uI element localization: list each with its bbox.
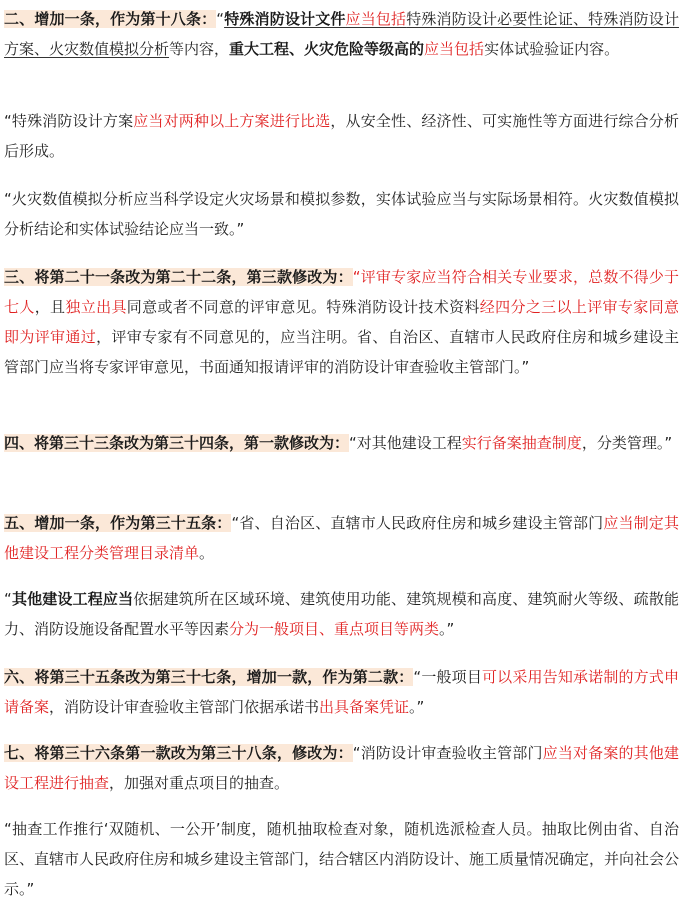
body-text: 依据建筑所在区域环境、建筑使用功能、建筑规模和高度、建筑耐火等级、疏散能力、消防设施设备配置水平等因素	[4, 590, 679, 638]
red-highlight-text: 应当对备案的其他建设工程进行抽查	[4, 744, 679, 792]
paragraph-simulation	[4, 184, 679, 244]
body-text: “抽查工作推行‘双随机、一公开’制度，随机抽取检查对象，随机选派检查人员。抽取比例由省、自治区、直辖市人民政府住房和城乡建设主管部门，结合辖区内消防设计、施工质量情况确定，并向社会公示。”	[4, 820, 680, 898]
paragraph-article-18	[4, 4, 679, 64]
bold-text: 其他建设工程应当	[11, 590, 134, 608]
body-text: “消防设计审查验收主管部门	[352, 744, 543, 762]
quote-open: “	[4, 590, 12, 608]
red-highlight-text: 应当对两种以上方案进行比选	[133, 112, 331, 130]
underlined-text: 特殊消防设计必要性论证、特殊消防设计方案、火灾数值模拟分析	[4, 10, 679, 58]
red-highlight-text: 实行备案抽查制度	[461, 434, 582, 452]
body-text: 实体试验验证内容。	[484, 40, 620, 58]
body-text: ，从安全性、经济性、可实施性等方面进行综合分析后形成。	[4, 112, 679, 160]
paragraph-random-inspection	[4, 814, 679, 904]
body-text: ，且	[34, 298, 66, 316]
red-highlight-text: 应当制定其他建设工程分类管理目录清单	[4, 514, 679, 562]
amendment-heading: 六、将第三十五条改为第三十七条，增加一款，作为第二款：	[4, 668, 414, 686]
quote-open: “	[352, 268, 361, 286]
red-highlight-text: 经四分之三以上评审专家同意即为评审通过	[4, 298, 679, 346]
amendment-heading: 四、将第三十三条改为第三十四条，第一款修改为：	[4, 434, 350, 452]
body-text: 等内容，	[169, 40, 230, 58]
amendment-heading: 二、增加一条，作为第十八条：	[4, 10, 217, 28]
paragraph-project-classification	[4, 584, 679, 644]
amendment-heading: 七、将第三十六条第一款改为第三十八条，修改为：	[4, 744, 353, 762]
paragraph-article-22	[4, 262, 679, 382]
body-text: 。	[199, 544, 215, 562]
paragraph-article-38	[4, 738, 679, 798]
quote-open: “	[216, 10, 225, 28]
body-text: ，分类管理。”	[581, 434, 673, 452]
red-highlight-text: 应当包括	[345, 10, 407, 28]
body-text: ，加强对重点项目的抽查。	[109, 774, 290, 792]
red-highlight-text: 分为一般项目、重点项目等两类	[229, 620, 440, 638]
body-text: 。”	[439, 620, 455, 638]
bold-text: 重大工程、火灾危险等级高的	[229, 40, 425, 58]
red-highlight-text: 独立出具	[65, 298, 127, 316]
paragraph-article-34	[4, 428, 679, 458]
red-highlight-text: 评审专家应当符合相关专业要求，总数不得少于七人	[4, 268, 679, 316]
body-text: “一般项目	[413, 668, 483, 686]
body-text: “省、自治区、直辖市人民政府住房和城乡建设主管部门	[231, 514, 604, 532]
body-text: “火灾数值模拟分析应当科学设定火灾场景和模拟参数，实体试验应当与实际场景相符。火灾数值模拟分析结论和实体试验结论应当一致。”	[4, 190, 679, 238]
paragraph-design-scheme	[4, 106, 679, 166]
body-text: ，消防设计审查验收主管部门依据承诺书	[49, 698, 320, 716]
body-text: ，评审专家有不同意见的，应当注明。省、自治区、直辖市人民政府住房和城乡建设主管部门应当将专家评审意见，书面通知报请评审的消防设计审查验收主管部门。”	[4, 328, 679, 376]
body-text: “对其他建设工程	[349, 434, 462, 452]
body-text: 同意或者不同意的评审意见。特殊消防设计技术资料	[126, 298, 480, 316]
amendment-heading: 五、增加一条，作为第三十五条：	[4, 514, 232, 532]
paragraph-article-37	[4, 662, 679, 722]
body-text: 。”	[409, 698, 425, 716]
body-text: “特殊消防设计方案	[4, 112, 134, 130]
red-highlight-text: 可以采用告知承诺制的方式申请备案	[4, 668, 679, 716]
red-highlight-text: 应当包括	[424, 40, 485, 58]
red-highlight-text: 出具备案凭证	[319, 698, 410, 716]
paragraph-article-35	[4, 508, 679, 568]
bold-underlined-text: 特殊消防设计文件	[224, 10, 346, 28]
amendment-heading: 三、将第二十一条改为第二十二条，第三款修改为：	[4, 268, 353, 286]
